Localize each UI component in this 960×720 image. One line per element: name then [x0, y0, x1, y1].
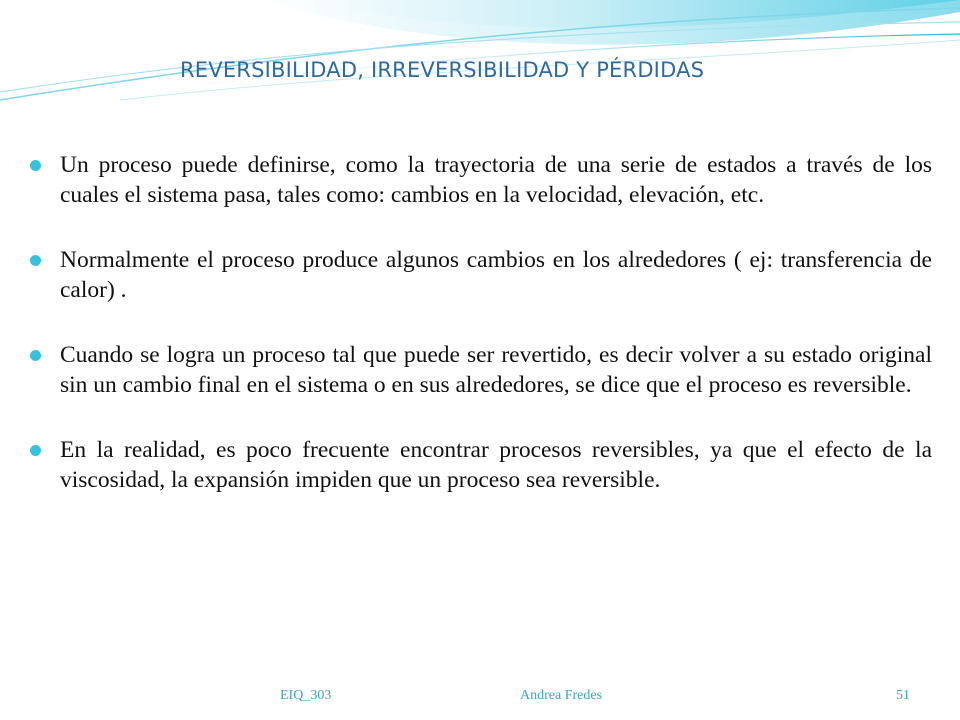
bullet-text: En la realidad, es poco frecuente encontrar procesos reversibles, ya que el efecto de la viscosidad, la expansión impiden que un proceso sea reversible.	[60, 437, 932, 493]
bullet-item	[30, 435, 932, 495]
bullet-item	[30, 150, 932, 210]
bullet-dot-icon	[30, 445, 41, 456]
footer-course-code: EIQ_303	[280, 688, 332, 703]
bullet-dot-icon	[30, 160, 41, 171]
bullet-dot-icon	[30, 350, 41, 361]
header-wave-decoration	[0, 0, 960, 110]
bullet-item	[30, 340, 932, 400]
bullet-dot-icon	[30, 255, 41, 266]
bullet-item	[30, 245, 932, 305]
bullet-text: Normalmente el proceso produce algunos cambios en los alrededores ( ej: transferencia de calor) .	[60, 247, 932, 303]
bullet-text: Cuando se logra un proceso tal que puede ser revertido, es decir volver a su estado original sin un cambio final en el sistema o en sus alrededores, se dice que el proceso es reversible.	[60, 342, 932, 398]
bullet-text: Un proceso puede definirse, como la trayectoria de una serie de estados a través de los cuales el sistema pasa, tales como: cambios en la velocidad, elevación, etc.	[60, 152, 932, 208]
footer-page-number: 51	[896, 688, 910, 703]
bullet-list	[30, 150, 932, 495]
slide-title: REVERSIBILIDAD, IRREVERSIBILIDAD Y PÉRDIDAS	[180, 58, 705, 82]
footer-author: Andrea Fredes	[520, 688, 603, 703]
